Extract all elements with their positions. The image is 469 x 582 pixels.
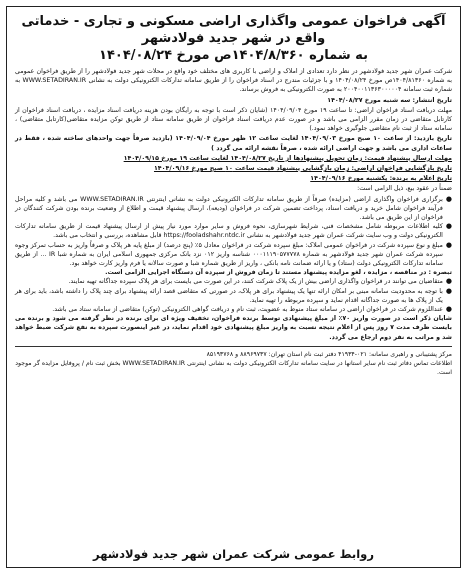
- condition-item: ● عنداللزوم شرکت در فراخوان اراضی در سامانه ستاد منوط به عضویت، ثبت نام و دریافت گواهی الکترونیکی (توکن) متقاضی از سامانه ستاد می باشد.: [52, 305, 452, 314]
- opening-date: تاریخ بازگشایی فراخوان اراضی: زمان بازگشایی پیشنهاد قیمت ساعت ۱۰ صبح مورخ ۱۴۰۴/۰۹/۱۶: [153, 165, 452, 173]
- intro-paragraph: شرکت عمران شهر جدید فولادشهر در نظر دارد تعدادی از املاک و اراضی با کاربری های مختلف خود واقع در محلات شهر جدید فولادشهر را از طریق فراخوان عمومی به شماره ۱۴۰۴/۸۱۳۶۰ص مورخ ۱۴۰۴/۰۸/۲۴ و با جزئیات مندرج در اسناد فراخوان را از طریق سامانه تدارکات الکترونیکی دولت به نشانی WWW.SETADIRAN.IR به شماره ثبت سامانه ۲۰۰۴۰۰۱۱۳۶۳۰۰۰۰۰۴ به صورت الکترونیکی به فروش برساند.: [15, 68, 452, 94]
- receive-documents-deadline: مهلت دریافت اسناد فراخوان اراضی: تا ساعت ۱۹ مورخ ۱۴۰۴/۰۹/۰۴ (شایان ذکر است با توجه به رایگان بودن هزینه دریافت اسناد مزایده ، دریافت اسناد فراخوان از کارتابل متقاضی در زمان مقرر الزامی می باشد و در صورت عدم دریافت اسناد فراخوان از طریق سامانه ستاد از طریق توکن مزایده متقاضی(کارتابل متقاضی) ، سامانه ستاد از ثبت نام متقاضی جلوگیری خواهد نمود.): [15, 106, 452, 133]
- visit-date: تاریخ بازدید: از ساعت ۱۰ صبح مورخ ۱۴۰۴/۰۹/۰۳ لغایت ساعت ۱۲ ظهر مورخ ۱۴۰۴/۰۹/۰۴ (بازدید صرفاً جهت واحدهای ساخته شده ، فقط در ساعات اداری می باشد و جهت اراضی ارائه شده ، صرفاً نقشه ارائه می گردد ): [15, 135, 452, 152]
- contact-line-1: مرکز پشتیبانی و راهبری سامانه: ۰۲۱-۴۱۹۳۴ دفتر ثبت نام استان تهران: ۸۸۹۶۹۷۳۷ و ۸۵۱۹۳۷۶۸: [206, 350, 452, 358]
- advertisement-page: [6, 6, 461, 568]
- condition-text: عنداللزوم شرکت در فراخوان اراضی در سامانه ستاد منوط به عضویت، ثبت نام و دریافت گواهی الکترونیکی (توکن) متقاضی از سامانه ستاد می باشد.: [52, 306, 443, 314]
- submission-deadline: مهلت ارسال پیشنهاد قیمت: زمان تحویل پیشنهادها از تاریخ ۱۴۰۴/۰۸/۲۷ لغایت ساعت ۱۹ مورخ ۱۴۰۴/۰۹/۱۵: [123, 154, 452, 162]
- notice-title: [15, 13, 452, 64]
- condition-text: برگزاری فراخوان واگذاری اراضی (مزایده) صرفاً از طریق سامانه تدارکات الکترونیکی دولت به نشانی اینترنتی WWW.SETADIRAN.IR می باشد و کلیه مراحل فرآیند فراخوان شامل خرید و دریافت اسناد، پرداخت تضمین شرکت در فراخوان (ودیعه)، ارسال پیشنهاد قیمت و اطلاع از وضعیت برنده بودن شرکت کنندگان در فراخوان از این طریق می باشد.: [15, 195, 443, 222]
- condition-text: متقاضیان می توانند در فراخوان واگذاری اراضی بیش از یک پلاک شرکت کنند، در این صورت می بایست برای هر پلاک سپرده جداگانه تهیه نمایند.: [68, 278, 443, 286]
- signature: روابط عمومی شرکت عمران شهر جدید فولادشهر: [93, 547, 374, 561]
- footer-divider: [15, 346, 452, 347]
- results-date: تاریخ اعلام به برنده: یکشنبه مورخ ۱۴۰۴/۰۹/۱۶: [310, 175, 452, 183]
- condition-text: کلیه اطلاعات مربوطه شامل مشخصات فنی، شرایط شهرسازی، نحوه فروش و سایر موارد مورد نیاز پیش از ارسال پیشنهاد قیمت از طریق سامانه تدارکات الکترونیکی دولت و وب سایت شرکت عمران شهر جدید فولادشهر به نشانی https://fooladshahr.ntdc.ir قابل مشاهده، بررسی و انتخاب می باشد.: [15, 223, 443, 240]
- bold-notice: شایان ذکر است در صورت واریز ۷۰٪ از مبلغ پیشنهادی توسط برنده فراخوان، تخفیف ویژه ای برای برنده در نظر گرفته می شود و برنده می بایست ظرف مدت ۷ روز پس از اعلام نتیجه نسبت به واریز مبلغ پیشنهادی خود اقدام نماید، در غیر اینصورت سپرده به نفع شرکت ضبط خواهد شد و مراتب به نفر دوم ارجاع می گردد.: [15, 315, 452, 341]
- publish-date: تاریخ انتشار: سه شنبه مورخ ۱۴۰۴/۰۸/۲۷: [327, 96, 452, 104]
- condition-item: ● مبلغ و نوع سپرده شرکت در فراخوان عمومی املاک: مبلغ سپرده شرکت در فراخوان معادل ۵٪ (پنج درصد) از مبلغ پایه هر پلاک و صرفاً واریز به حساب تمرکز وجوه سپرده شرکت عمران شهر جدید فولادشهر به شماره ۰۰۰۱۱۱۹۰۵۷۷۷۷۸ شناسه واریز ۰۱۲ نزد بانک مرکزی جمهوری اسلامی ایران به شماره شبا IR ... از طریق سامانه تدارکات الکترونیکی دولت (ستاد) و یا ارائه ضمانت نامه بانکی ، واریز از طریق شماره شبا و صورت سالانه یا فرم واریز کارت خواهد بود.: [15, 240, 452, 268]
- condition-item: ● با توجه به محدودیت سامانه مبنی بر امکان ارائه تنها یک پیشنهاد برای هر پلاک، در صورتی که متقاضی قصد ارائه پیشنهاد برای چند پلاک را داشته باشد، باید برای هر یک از پلاک ها به صورت جداگانه اقدام نماید و سپرده مربوطه را تهیه نماید.: [15, 286, 452, 304]
- notice-body: [15, 67, 452, 342]
- contact-line-2: اطلاعات تماس دفاتر ثبت نام سایر استانها در سایت سامانه تدارکات الکترونیکی دولت به نشانی اینترنتی WWW.SETADIRAN.IR بخش ثبت نام / پروفایل مزایده گر موجود است.: [15, 359, 452, 376]
- condition-text: مبلغ و نوع سپرده شرکت در فراخوان عمومی املاک: مبلغ سپرده شرکت در فراخوان معادل ۵٪ (پنج درصد) از مبلغ پایه هر پلاک و صرفاً واریز به حساب تمرکز وجوه سپرده شرکت عمران شهر جدید فولادشهر به شماره ۰۰۰۱۱۱۹۰۵۷۷۷۷۸ شناسه واریز ۰۱۲ نزد بانک مرکزی جمهوری اسلامی ایران به شماره شبا IR ... از طریق سامانه تدارکات الکترونیکی دولت (ستاد) و یا ارائه ضمانت نامه بانکی ، واریز از طریق شماره شبا و صورت سالانه یا فرم واریز کارت خواهد بود.: [15, 241, 443, 268]
- condition-item: ● برگزاری فراخوان واگذاری اراضی (مزایده) صرفاً از طریق سامانه تدارکات الکترونیکی دولت به نشانی اینترنتی WWW.SETADIRAN.IR می باشد و کلیه مراحل فرآیند فراخوان شامل خرید و دریافت اسناد، پرداخت تضمین شرکت در فراخوان (ودیعه)، ارسال پیشنهاد قیمت و اطلاع از وضعیت برنده بودن شرکت کنندگان در فراخوان از این طریق می باشد.: [15, 194, 452, 222]
- notice-title-line1: آگهی فراخوان عمومی واگذاری اراضی مسکونی و تجاری - خدماتی واقع در شهر جدید فولادشهر: [21, 14, 446, 46]
- condition-item: [15, 268, 452, 277]
- conditions-heading: ضمناً در عقود بیع، ذیل الزامی است:: [357, 185, 452, 193]
- notice-title-line2: به شماره ۱۴۰۴/۸/۳۶۰ص مورخ ۱۴۰۴/۰۸/۲۴: [99, 48, 368, 63]
- contact-info: [15, 350, 452, 377]
- condition-item: ● متقاضیان می توانند در فراخوان واگذاری اراضی بیش از یک پلاک شرکت کنند، در این صورت می بایست برای هر پلاک سپرده جداگانه تهیه نمایند.: [68, 277, 452, 286]
- condition-text: تبصره : در مناقصه ، مزایده ، لغو مزایده پیشنهاد مستند تا زمان فروش از سپرده آن دستگاه اجرایی الزامی است.: [105, 269, 452, 277]
- condition-item: ● کلیه اطلاعات مربوطه شامل مشخصات فنی، شرایط شهرسازی، نحوه فروش و سایر موارد مورد نیاز پیش از ارسال پیشنهاد قیمت از طریق سامانه تدارکات الکترونیکی دولت و وب سایت شرکت عمران شهر جدید فولادشهر به نشانی https://fooladshahr.ntdc.ir قابل مشاهده، بررسی و انتخاب می باشد.: [15, 222, 452, 240]
- condition-text: با توجه به محدودیت سامانه مبنی بر امکان ارائه تنها یک پیشنهاد برای هر پلاک، در صورتی که متقاضی قصد ارائه پیشنهاد برای چند پلاک را داشته باشد، باید برای هر یک از پلاک ها به صورت جداگانه اقدام نماید و سپرده مربوطه را تهیه نماید.: [15, 287, 443, 304]
